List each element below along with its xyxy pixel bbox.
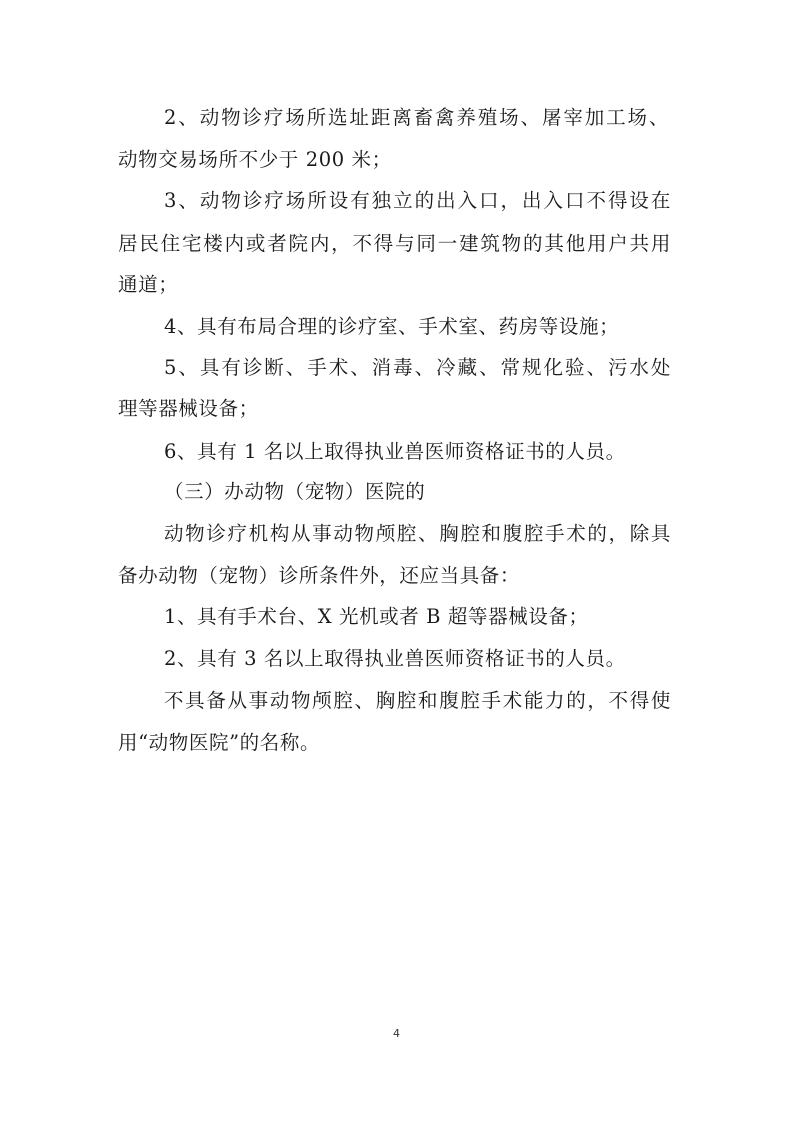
paragraph-line: 2、动物诊疗场所选址距离畜禽养殖场、屠宰加工场、 [164,106,669,129]
paragraph-line: 动物交易场所不少于 200 米； [118,148,392,171]
paragraph-line: 5、具有诊断、手术、消毒、冷藏、常规化验、污水处 [164,356,671,379]
paragraph-line: 通道； [118,273,179,296]
paragraph-line: 居民住宅楼内或者院内，不得与同一建筑物的其他用户共用 [118,232,671,255]
paragraph-line: 用“动物医院”的名称。 [118,731,321,754]
paragraph-line: 6、具有 1 名以上取得执业兽医师资格证书的人员。 [164,440,626,463]
paragraph-line: 备办动物（宠物）诊所条件外，还应当具备： [118,564,521,587]
paragraph-line: 不具备从事动物颅腔、胸腔和腹腔手术能力的，不得使 [164,689,671,712]
section-heading: （三）办动物（宠物）医院的 [164,480,426,503]
paragraph-line: 2、具有 3 名以上取得执业兽医师资格证书的人员。 [164,647,626,670]
paragraph-line: 1、具有手术台、X 光机或者 B 超等器械设备； [164,605,589,628]
paragraph-line: 3、动物诊疗场所设有独立的出入口，出入口不得设在 [164,189,671,212]
paragraph-line: 4、具有布局合理的诊疗室、手术室、药房等设施； [164,315,620,338]
paragraph-line: 动物诊疗机构从事动物颅腔、胸腔和腹腔手术的，除具 [164,522,671,545]
paragraph-line: 理等器械设备； [118,397,259,420]
page-number: 4 [393,1027,400,1040]
